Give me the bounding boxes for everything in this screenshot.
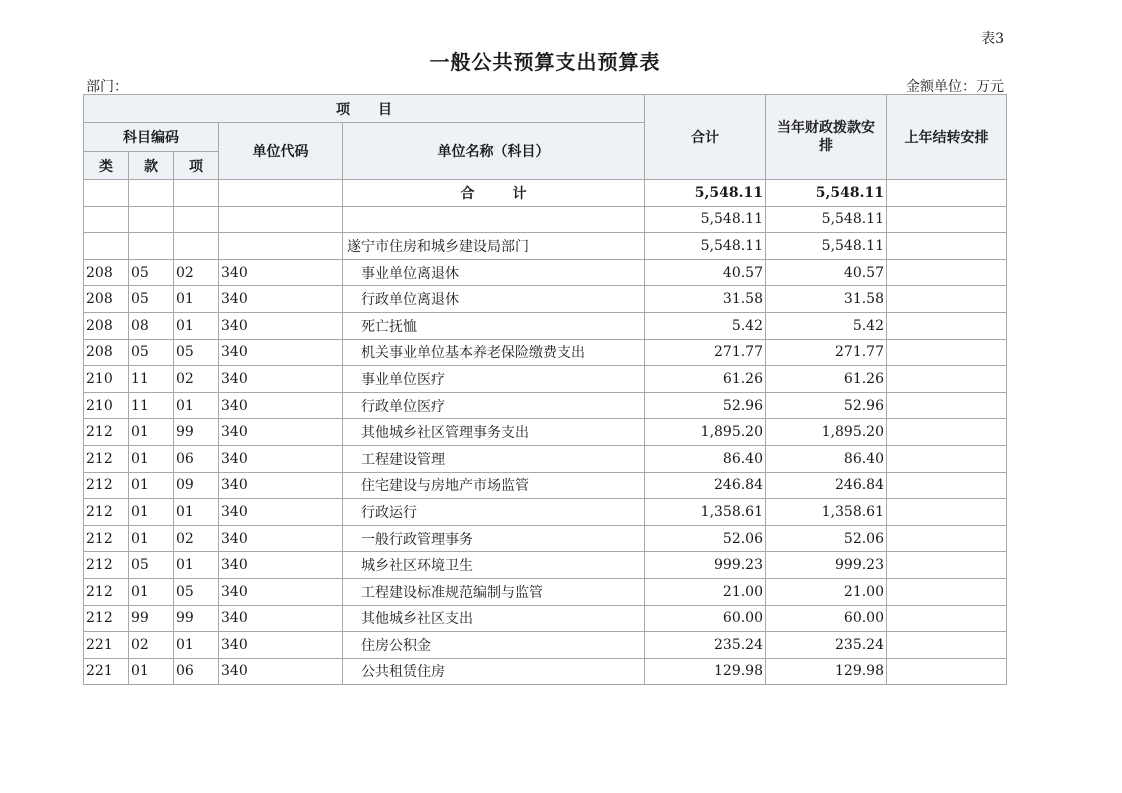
table-row xyxy=(84,392,1007,419)
unit-name-cell: 公共租赁住房 xyxy=(343,658,645,685)
xiang-cell: 05 xyxy=(174,339,219,366)
header-lei: 类 xyxy=(84,152,129,180)
header-current-year: 当年财政拨款安排 xyxy=(766,95,887,180)
unit-name-cell: 遂宁市住房和城乡建设局部门 xyxy=(343,233,645,260)
kuan-cell: 05 xyxy=(129,259,174,286)
table-row xyxy=(84,552,1007,579)
last-year-cell xyxy=(887,578,1007,605)
current-year-cell: 31.58 xyxy=(766,286,887,313)
table-header xyxy=(84,95,1007,180)
lei-cell xyxy=(84,180,129,207)
unit-code-cell xyxy=(219,206,343,233)
table-row xyxy=(84,312,1007,339)
last-year-cell xyxy=(887,658,1007,685)
kuan-cell xyxy=(129,180,174,207)
header-project: 项 目 xyxy=(84,95,645,123)
lei-cell: 210 xyxy=(84,392,129,419)
kuan-cell: 01 xyxy=(129,419,174,446)
unit-name-cell: 一般行政管理事务 xyxy=(343,525,645,552)
unit-code-cell: 340 xyxy=(219,445,343,472)
kuan-cell: 11 xyxy=(129,392,174,419)
total-cell: 1,895.20 xyxy=(645,419,766,446)
current-year-cell: 999.23 xyxy=(766,552,887,579)
unit-name-cell: 合计 xyxy=(343,180,645,207)
xiang-cell: 01 xyxy=(174,499,219,526)
unit-code-cell: 340 xyxy=(219,259,343,286)
budget-table xyxy=(83,94,1007,685)
xiang-cell: 02 xyxy=(174,259,219,286)
lei-cell: 212 xyxy=(84,419,129,446)
current-year-cell: 246.84 xyxy=(766,472,887,499)
lei-cell: 208 xyxy=(84,339,129,366)
current-year-cell: 61.26 xyxy=(766,366,887,393)
xiang-cell: 01 xyxy=(174,286,219,313)
header-total: 合计 xyxy=(645,95,766,180)
kuan-cell: 01 xyxy=(129,525,174,552)
table-row xyxy=(84,259,1007,286)
unit-name-cell: 行政运行 xyxy=(343,499,645,526)
kuan-cell xyxy=(129,233,174,260)
xiang-cell: 02 xyxy=(174,525,219,552)
unit-name-cell: 城乡社区环境卫生 xyxy=(343,552,645,579)
unit-code-cell: 340 xyxy=(219,605,343,632)
unit-code-cell xyxy=(219,180,343,207)
unit-name-cell: 行政单位离退休 xyxy=(343,286,645,313)
xiang-cell xyxy=(174,180,219,207)
kuan-cell: 99 xyxy=(129,605,174,632)
lei-cell: 212 xyxy=(84,605,129,632)
xiang-cell xyxy=(174,233,219,260)
xiang-cell: 06 xyxy=(174,445,219,472)
current-year-cell: 5,548.11 xyxy=(766,180,887,207)
lei-cell: 208 xyxy=(84,312,129,339)
header-unit-name: 单位名称（科目） xyxy=(343,123,645,180)
total-cell: 5.42 xyxy=(645,312,766,339)
lei-cell: 208 xyxy=(84,286,129,313)
xiang-cell: 99 xyxy=(174,419,219,446)
current-year-cell: 1,358.61 xyxy=(766,499,887,526)
total-cell: 235.24 xyxy=(645,632,766,659)
current-year-cell: 5,548.11 xyxy=(766,233,887,260)
total-cell: 271.77 xyxy=(645,339,766,366)
unit-code-cell xyxy=(219,233,343,260)
xiang-cell: 01 xyxy=(174,632,219,659)
kuan-cell: 05 xyxy=(129,339,174,366)
kuan-cell: 01 xyxy=(129,472,174,499)
unit-code-cell: 340 xyxy=(219,632,343,659)
last-year-cell xyxy=(887,499,1007,526)
unit-code-cell: 340 xyxy=(219,312,343,339)
total-cell: 86.40 xyxy=(645,445,766,472)
kuan-cell: 05 xyxy=(129,286,174,313)
last-year-cell xyxy=(887,366,1007,393)
last-year-cell xyxy=(887,259,1007,286)
amount-unit-label: 金额单位：万元 xyxy=(906,79,1004,95)
last-year-cell xyxy=(887,180,1007,207)
table-row xyxy=(84,419,1007,446)
kuan-cell: 01 xyxy=(129,658,174,685)
lei-cell: 212 xyxy=(84,525,129,552)
last-year-cell xyxy=(887,632,1007,659)
current-year-cell: 40.57 xyxy=(766,259,887,286)
kuan-cell: 05 xyxy=(129,552,174,579)
lei-cell xyxy=(84,233,129,260)
total-cell: 31.58 xyxy=(645,286,766,313)
total-cell: 5,548.11 xyxy=(645,206,766,233)
table-body xyxy=(84,180,1007,685)
unit-name-cell: 行政单位医疗 xyxy=(343,392,645,419)
lei-cell: 212 xyxy=(84,499,129,526)
unit-name-cell: 住房公积金 xyxy=(343,632,645,659)
total-cell: 5,548.11 xyxy=(645,233,766,260)
xiang-cell: 02 xyxy=(174,366,219,393)
total-cell: 5,548.11 xyxy=(645,180,766,207)
last-year-cell xyxy=(887,472,1007,499)
xiang-cell: 06 xyxy=(174,658,219,685)
total-row xyxy=(84,180,1007,207)
unit-name-cell: 事业单位离退休 xyxy=(343,259,645,286)
unit-name-cell: 死亡抚恤 xyxy=(343,312,645,339)
table-row xyxy=(84,632,1007,659)
unit-name-cell: 工程建设管理 xyxy=(343,445,645,472)
total-cell: 61.26 xyxy=(645,366,766,393)
current-year-cell: 52.06 xyxy=(766,525,887,552)
table-row xyxy=(84,339,1007,366)
last-year-cell xyxy=(887,233,1007,260)
current-year-cell: 60.00 xyxy=(766,605,887,632)
unit-code-cell: 340 xyxy=(219,472,343,499)
total-cell: 21.00 xyxy=(645,578,766,605)
lei-cell: 208 xyxy=(84,259,129,286)
current-year-cell: 235.24 xyxy=(766,632,887,659)
kuan-cell: 01 xyxy=(129,578,174,605)
header-unit-code: 单位代码 xyxy=(219,123,343,180)
total-cell: 40.57 xyxy=(645,259,766,286)
table-row xyxy=(84,366,1007,393)
last-year-cell xyxy=(887,552,1007,579)
total-cell: 129.98 xyxy=(645,658,766,685)
last-year-cell xyxy=(887,312,1007,339)
unit-code-cell: 340 xyxy=(219,658,343,685)
total-cell: 999.23 xyxy=(645,552,766,579)
total-cell: 52.06 xyxy=(645,525,766,552)
current-year-cell: 271.77 xyxy=(766,339,887,366)
lei-cell: 212 xyxy=(84,552,129,579)
header-last-year: 上年结转安排 xyxy=(887,95,1007,180)
table-row xyxy=(84,525,1007,552)
current-year-cell: 129.98 xyxy=(766,658,887,685)
header-subject-code: 科目编码 xyxy=(84,123,219,152)
table-row xyxy=(84,286,1007,313)
unit-code-cell: 340 xyxy=(219,578,343,605)
lei-cell: 221 xyxy=(84,632,129,659)
unit-code-cell: 340 xyxy=(219,366,343,393)
unit-name-cell: 住宅建设与房地产市场监管 xyxy=(343,472,645,499)
current-year-cell: 86.40 xyxy=(766,445,887,472)
last-year-cell xyxy=(887,525,1007,552)
unit-name-cell: 事业单位医疗 xyxy=(343,366,645,393)
xiang-cell: 01 xyxy=(174,312,219,339)
last-year-cell xyxy=(887,339,1007,366)
lei-cell xyxy=(84,206,129,233)
last-year-cell xyxy=(887,445,1007,472)
xiang-cell: 05 xyxy=(174,578,219,605)
table-row xyxy=(84,658,1007,685)
last-year-cell xyxy=(887,206,1007,233)
table-row xyxy=(84,206,1007,233)
xiang-cell xyxy=(174,206,219,233)
xiang-cell: 01 xyxy=(174,392,219,419)
unit-code-cell: 340 xyxy=(219,339,343,366)
current-year-cell: 5,548.11 xyxy=(766,206,887,233)
table-row xyxy=(84,233,1007,260)
unit-name-cell xyxy=(343,206,645,233)
unit-name-cell: 机关事业单位基本养老保险缴费支出 xyxy=(343,339,645,366)
kuan-cell: 11 xyxy=(129,366,174,393)
last-year-cell xyxy=(887,605,1007,632)
xiang-cell: 99 xyxy=(174,605,219,632)
lei-cell: 210 xyxy=(84,366,129,393)
unit-code-cell: 340 xyxy=(219,552,343,579)
table-number: 表3 xyxy=(981,31,1004,47)
current-year-cell: 21.00 xyxy=(766,578,887,605)
xiang-cell: 09 xyxy=(174,472,219,499)
current-year-cell: 5.42 xyxy=(766,312,887,339)
table-row xyxy=(84,578,1007,605)
kuan-cell: 01 xyxy=(129,499,174,526)
current-year-cell: 52.96 xyxy=(766,392,887,419)
total-cell: 246.84 xyxy=(645,472,766,499)
header-kuan: 款 xyxy=(129,152,174,180)
unit-code-cell: 340 xyxy=(219,419,343,446)
kuan-cell xyxy=(129,206,174,233)
lei-cell: 212 xyxy=(84,578,129,605)
unit-code-cell: 340 xyxy=(219,392,343,419)
table-row xyxy=(84,472,1007,499)
department-label: 部门： xyxy=(86,79,128,95)
lei-cell: 212 xyxy=(84,472,129,499)
total-cell: 1,358.61 xyxy=(645,499,766,526)
total-cell: 60.00 xyxy=(645,605,766,632)
last-year-cell xyxy=(887,286,1007,313)
unit-code-cell: 340 xyxy=(219,499,343,526)
lei-cell: 221 xyxy=(84,658,129,685)
unit-name-cell: 其他城乡社区管理事务支出 xyxy=(343,419,645,446)
lei-cell: 212 xyxy=(84,445,129,472)
table-row xyxy=(84,445,1007,472)
kuan-cell: 02 xyxy=(129,632,174,659)
unit-code-cell: 340 xyxy=(219,286,343,313)
kuan-cell: 01 xyxy=(129,445,174,472)
xiang-cell: 01 xyxy=(174,552,219,579)
unit-code-cell: 340 xyxy=(219,525,343,552)
unit-name-cell: 其他城乡社区支出 xyxy=(343,605,645,632)
unit-name-cell: 工程建设标准规范编制与监管 xyxy=(343,578,645,605)
table-row xyxy=(84,499,1007,526)
header-xiang: 项 xyxy=(174,152,219,180)
kuan-cell: 08 xyxy=(129,312,174,339)
table-row xyxy=(84,605,1007,632)
page-title: 一般公共预算支出预算表 xyxy=(429,50,661,74)
current-year-cell: 1,895.20 xyxy=(766,419,887,446)
last-year-cell xyxy=(887,419,1007,446)
last-year-cell xyxy=(887,392,1007,419)
total-cell: 52.96 xyxy=(645,392,766,419)
